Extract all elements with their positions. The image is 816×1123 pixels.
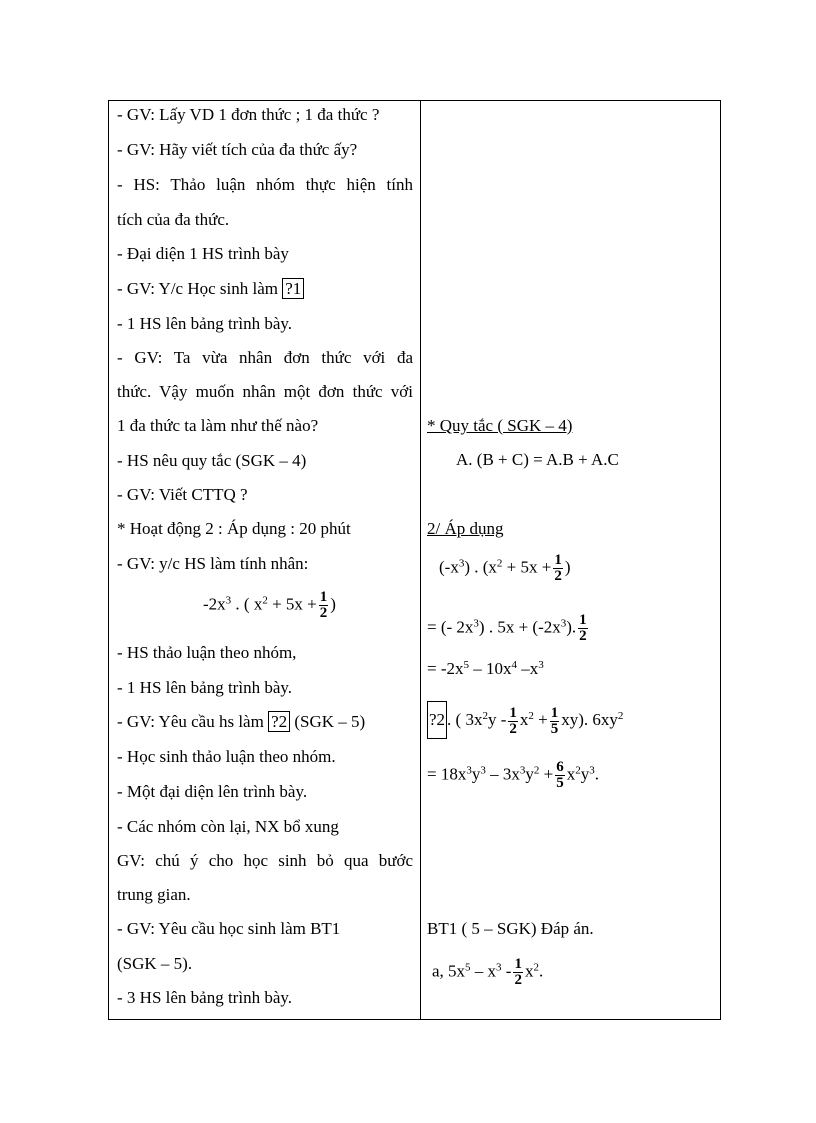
- left-line-12: - GV: Viết CTTQ ?: [117, 485, 248, 504]
- left-line-26: - 3 HS lên bảng trình bày.: [117, 988, 293, 1007]
- left-line-22: GV: chú ý cho học sinh bỏ qua bước: [117, 851, 413, 870]
- left-line-4: tích của đa thức.: [117, 210, 230, 229]
- fraction-one-half: $\frac{1}{2}$: [319, 589, 328, 621]
- fraction-one-fifth: $\frac{1}{5}$: [550, 704, 559, 737]
- question-2-expression: ?2 . ( $3x^2y$ - $\frac{1}{2}$ $x^2$ + $\frac{1}{5}$ xy). $6xy^2$: [427, 701, 623, 739]
- left-line-19: - Học sinh thảo luận theo nhóm.: [117, 747, 336, 766]
- left-line-9: thức. Vậy muốn nhân một đơn thức với: [117, 382, 413, 401]
- example-step-1: = (- $2x^3$) . $5x + (-2x^3)$. $\frac{1}{2}$: [427, 612, 587, 644]
- lesson-table: [108, 100, 721, 1020]
- fraction-one-half: $\frac{1}{2}$: [554, 552, 562, 584]
- rule-formula: A. (B + C) = A.B + A.C: [456, 450, 619, 469]
- example-result: = $-2x^5 - 10x^4$ $-x^3$: [427, 659, 544, 678]
- left-line-17: - 1 HS lên bảng trình bày.: [117, 678, 293, 697]
- left-line-11: - HS nêu quy tắc (SGK – 4): [117, 451, 307, 470]
- column-divider: [420, 101, 421, 1019]
- left-line-7: - 1 HS lên bảng trình bày.: [117, 314, 293, 333]
- fraction-one-half: $\frac{1}{2}$: [509, 704, 517, 737]
- left-line-8: - GV: Ta vừa nhân đơn thức với đa: [117, 348, 413, 367]
- left-line-14: - GV: y/c HS làm tính nhân:: [117, 554, 309, 573]
- left-line-20: - Một đại diện lên trình bày.: [117, 782, 308, 801]
- question-1-box: ?1: [282, 278, 304, 299]
- fraction-six-fifths: $\frac{6}{5}$: [556, 759, 564, 791]
- left-line-2: - GV: Hãy viết tích của đa thức ấy?: [117, 140, 358, 159]
- left-line-21: - Các nhóm còn lại, NX bổ xung: [117, 817, 339, 836]
- fraction-one-half: $\frac{1}{2}$: [579, 612, 587, 644]
- left-line-5: - Đại diện 1 HS trình bày: [117, 244, 289, 263]
- left-line-6-text: - GV: Y/c Học sinh làm: [117, 279, 278, 298]
- question-2-box-right: ?2: [427, 701, 447, 739]
- question-2-result: = $18x^3y^3 - 3x^3y^2$ + $\frac{6}{5}$ $x^2y^3$.: [427, 759, 599, 791]
- question-2-box: ?2: [268, 711, 290, 732]
- exercise-title: BT1 ( 5 – SGK) Đáp án.: [427, 919, 594, 938]
- left-line-1: - GV: Lấy VD 1 đơn thức ; 1 đa thức ?: [117, 105, 380, 124]
- example-expression: $(-x^3)$ . ($x^2 + 5x$ + $\frac{1}{2}$ ): [439, 552, 571, 584]
- left-line-25: (SGK – 5).: [117, 954, 193, 973]
- rule-title: * Quy tắc ( SGK – 4): [427, 416, 573, 435]
- fraction-one-half: $\frac{1}{2}$: [514, 956, 522, 988]
- exercise-answer: a, $5x^5 - x^3$ - $\frac{1}{2}$ $x^2$.: [432, 956, 544, 988]
- left-line-10: 1 đa thức ta làm như thế nào?: [117, 416, 319, 435]
- left-line-23: trung gian.: [117, 885, 191, 904]
- left-formula: $-2x^3$ . ( $x^2 + 5x$ + $\frac{1}{2}$ ): [203, 589, 336, 621]
- left-line-13: * Hoạt động 2 : Áp dụng : 20 phút: [117, 519, 351, 538]
- left-line-18: - GV: Yêu cầu hs làm ?2 (SGK – 5): [117, 712, 366, 731]
- left-line-6: [117, 279, 304, 299]
- left-line-16: - HS thảo luận theo nhóm,: [117, 643, 297, 662]
- apply-title: 2/ Áp dụng: [427, 519, 504, 538]
- left-line-24: - GV: Yêu cầu học sinh làm BT1: [117, 919, 341, 938]
- left-line-3: - HS: Thảo luận nhóm thực hiện tính: [117, 175, 413, 194]
